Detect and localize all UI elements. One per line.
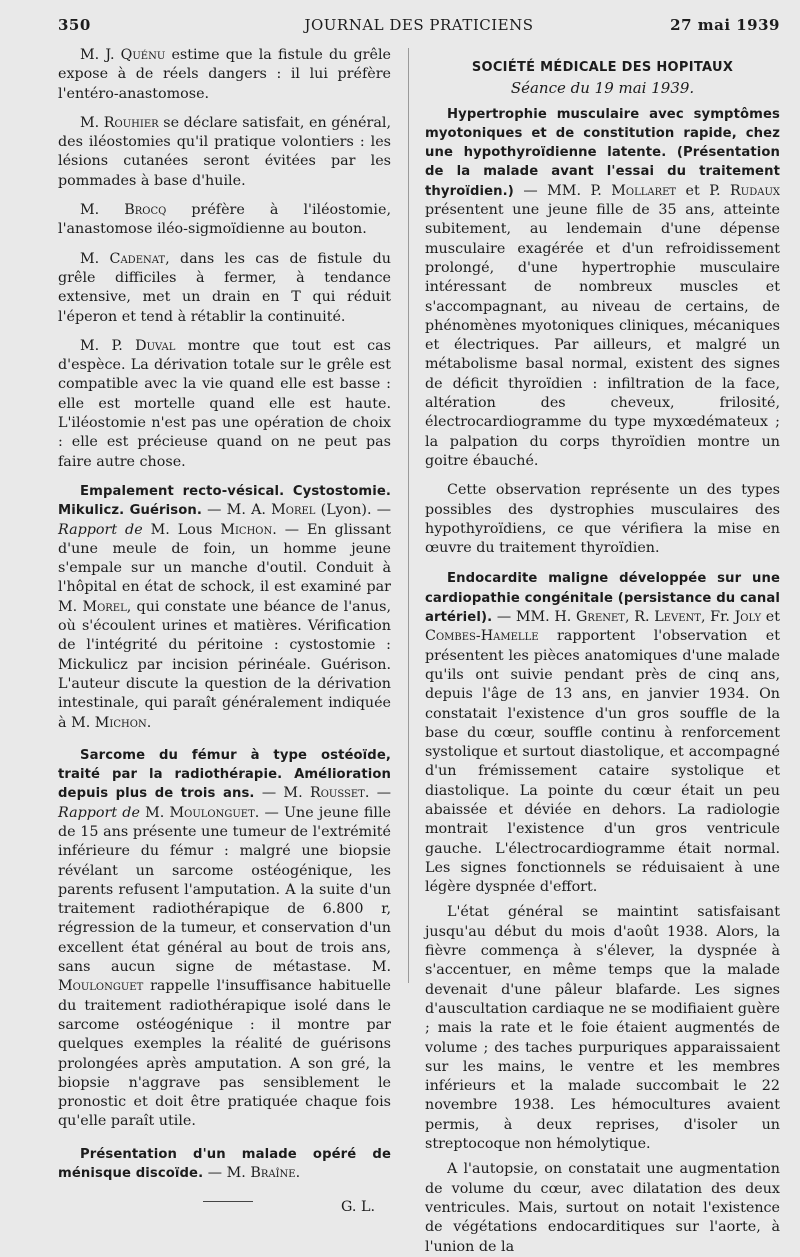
paragraph-text: , dans les cas de fistule du grêle difficiles à fermer, à tendance extensive, met un drain en T qui réduit l'éperon et tend à rétablir la continuité.	[58, 250, 391, 325]
speaker-name: M. Rouhier	[80, 114, 159, 131]
page-number: 350	[58, 16, 91, 34]
article-endocardite: Endocardite maligne développée sur une cardiopathie congénitale (persistance du canal artériel). — MM. H. Grenet, R. Levent, Fr. Joly et Combes-Hamelle rapportent l'observation et présentent les pièces anatomiques d'une malade qu'ils ont suivie pendant près de cinq ans, depuis l'âge de 13 ans, en janvier 1934. On constatait l'existence d'un gros souffle de la base du cœur, souffle continu à renforcement systolique et surtout diastolique, et accompagné d'un frémissement cataire systolique et diastolique. La pointe du cœur était un peu abaissée et déviée en dehors. La radiologie montrait l'existence d'un gros ventricule gauche. L'électrocardiogramme était normal. Les signes fonctionnels se réduisaient à une légère dyspnée d'effort.	[425, 571, 780, 896]
author-name: Mollaret	[611, 182, 677, 199]
speaker-name: M. Cadenat	[80, 250, 166, 267]
paragraph-text: se déclare satisfait, en général, des iléostomies qu'il pratique volontiers : les lésions cutanées seront évitées par les pommades à base d'huile.	[58, 114, 391, 189]
reporter-name: Michon	[220, 521, 273, 538]
author-name: Rudaux	[730, 182, 780, 199]
society-heading: SOCIÉTÉ MÉDICALE DES HOPITAUX	[471, 60, 734, 75]
running-header	[58, 12, 780, 38]
article-heading: Hypertrophie musculaire avec symptômes myotoniques et de constitution rapide, chez une hypothyroïdienne latente. (Présentation de la malade avant l'essai du traitement thyroïdien.)	[425, 106, 780, 199]
issue-date: 27 mai 1939	[670, 16, 780, 34]
author-name: Combes-Hamelle	[425, 628, 539, 645]
speaker-name: M. J. Quénu	[80, 47, 166, 63]
paragraph-duval	[58, 337, 391, 472]
author-name: Grenet	[576, 609, 625, 626]
author-name: Rousset	[309, 785, 365, 802]
right-column	[425, 58, 780, 1257]
column-separator	[408, 48, 409, 983]
article-heading: Endocardite maligne développée sur une cardiopathie congénitale (persistance du canal artériel).	[425, 571, 780, 626]
signature: G. L.	[340, 1199, 375, 1216]
paragraph-text: A l'autopsie, on constatait une augmentation de volume du cœur, avec dilatation des deux ventricules. Mais, surtout on notait l'existence de végétations endocarditiques sur l'aorte, à l'union de la	[425, 1161, 780, 1255]
paragraph-quenu	[58, 46, 391, 104]
paragraph-text: L'état général se maintint satisfaisant jusqu'au début du mois d'août 1938. Alors, la fièvre commença à s'élever, la dyspnée à s'accentuer, en même temps que la malade devenait d'une pâleur blafarde. Les signes d'auscultation cardiaque ne se modifiaient guère ; mais la rate et le foie étaient augmentés de volume ; des taches purpuriques apparaissaient sur les mains, le ventre et les membres inférieurs et la malade succombait le 22 novembre 1938. Les hémocultures avaient permis, à deux reprises, d'isoler un streptocoque non hémolytique.	[425, 904, 781, 1153]
article-heading: Sarcome du fémur à type ostéoïde, traité par la radiothérapie. Amélioration depuis plus de trois ans.	[58, 747, 391, 802]
session-date: Séance du 19 mai 1939.	[510, 79, 695, 98]
reporter-name: Moulonguet	[169, 804, 255, 821]
paragraph-rouhier	[58, 114, 391, 191]
paragraph-brocq	[58, 201, 391, 240]
paragraph-text: Cette observation représente un des types possibles des dystrophies musculaires des hypothyroïdiens, ce que vérifiera la mise en œuvre du traitement thyroïdien.	[425, 482, 780, 557]
author-name: Braîne	[250, 1165, 296, 1182]
speaker-name: M. P. Duval	[80, 337, 176, 354]
speaker-name: M. Brocq	[80, 202, 167, 219]
article-hypertrophie: Hypertrophie musculaire avec symptômes myotoniques et de constitution rapide, chez une hypothyroïdienne latente. (Présentation de la malade avant l'essai du traitement thyroïdien.) — MM. P. Mollaret et P. Rudaux présentent une jeune fille de 35 ans, atteinte subitement, au lendemain d'une dépense musculaire exagérée et d'un refroidissement prolongé, d'une hypertrophie musculaire intéressant de nombreux muscles et s'accompagnant, au niveau de certains, de phénomènes myotoniques cliniques, mécaniques et électriques. Par ailleurs, et malgré un métabolisme basal normal, existent des signes de déficit thyroïdien : infiltration de la face, altération des cheveux, frilosité, électrocardiogramme du type myxœdémateux ; la palpation du corps thyroïdien montre un goitre ébauché.	[425, 106, 780, 469]
article-sarcome: Sarcome du fémur à type ostéoïde, traité par la radiothérapie. Amélioration depuis plus de trois ans. — M. Rousset. — Rapport de M. Moulonguet. — Une jeune fille de 15 ans présente une tumeur de l'extrémité inférieure du fémur : malgré une biopsie révélant un sarcome ostéogénique, les parents refusent l'amputation. A la suite d'un traitement radiothérapique de 6.800 r, régression de la tumeur, et conservation d'un excellent état général au bout de trois ans, sans aucun signe de métastase. M. Moulonguet rappelle l'insuffisance habituelle du traitement radiothérapique isolé dans le sarcome ostéogénique : il montre par quelques exemples la réalité de guérisons prolongées après amputation. A son gré, la biopsie n'aggrave pas sensiblement le pronostic et doit être pratiquée chaque fois qu'elle paraît utile.	[58, 747, 391, 1130]
article-heading: Empalement recto-vésical. Cystostomie. Mikulicz. Guérison.	[58, 483, 391, 519]
article-menisque: Présentation d'un malade opéré de ménisque discoïde. — M. Braîne.	[58, 1146, 391, 1182]
article-heading: Présentation d'un malade opéré de ménisque discoïde.	[58, 1146, 391, 1182]
paragraph-text: estime que la fistule du grêle expose à de réels dangers : il lui préfère l'entéro-anastomose.	[58, 47, 391, 102]
left-column	[58, 46, 391, 1218]
paragraph-cadenat	[58, 250, 391, 327]
author-name: Morel	[271, 502, 316, 519]
paragraph-text: préfère à l'iléostomie, l'anastomose iléo-sigmoïdienne au bouton.	[58, 202, 391, 238]
journal-title: JOURNAL DES PRATICIENS	[304, 16, 534, 34]
author-name: Levent	[654, 609, 701, 626]
author-name: Joly	[734, 609, 762, 626]
article-empalement: Empalement recto-vésical. Cystostomie. Mikulicz. Guérison. — M. A. Morel (Lyon). — Rapport de M. Lous Michon. — En glissant d'une meule de foin, un homme jeune s'empale sur un manche d'outil. Conduit à l'hôpital en état de schock, il est examiné par M. Morel, qui constate une béance de l'anus, où s'écoulent urines et matières. Vérification de l'intégrité du péritoine : cystostomie : Mickulicz par incision périnéale. Guérison. L'auteur discute la question de la dérivation intestinale, qui paraît généralement indiquée à M. Michon.	[58, 483, 392, 731]
paragraph-text: montre que tout est cas d'espèce. La dérivation totale sur le grêle est compatible avec la vie quand elle est basse : elle est mortelle quand elle est haute. L'iléostomie n'est pas une opération de choix : elle est précieuse quand on ne peut pas faire autre chose.	[58, 337, 391, 470]
